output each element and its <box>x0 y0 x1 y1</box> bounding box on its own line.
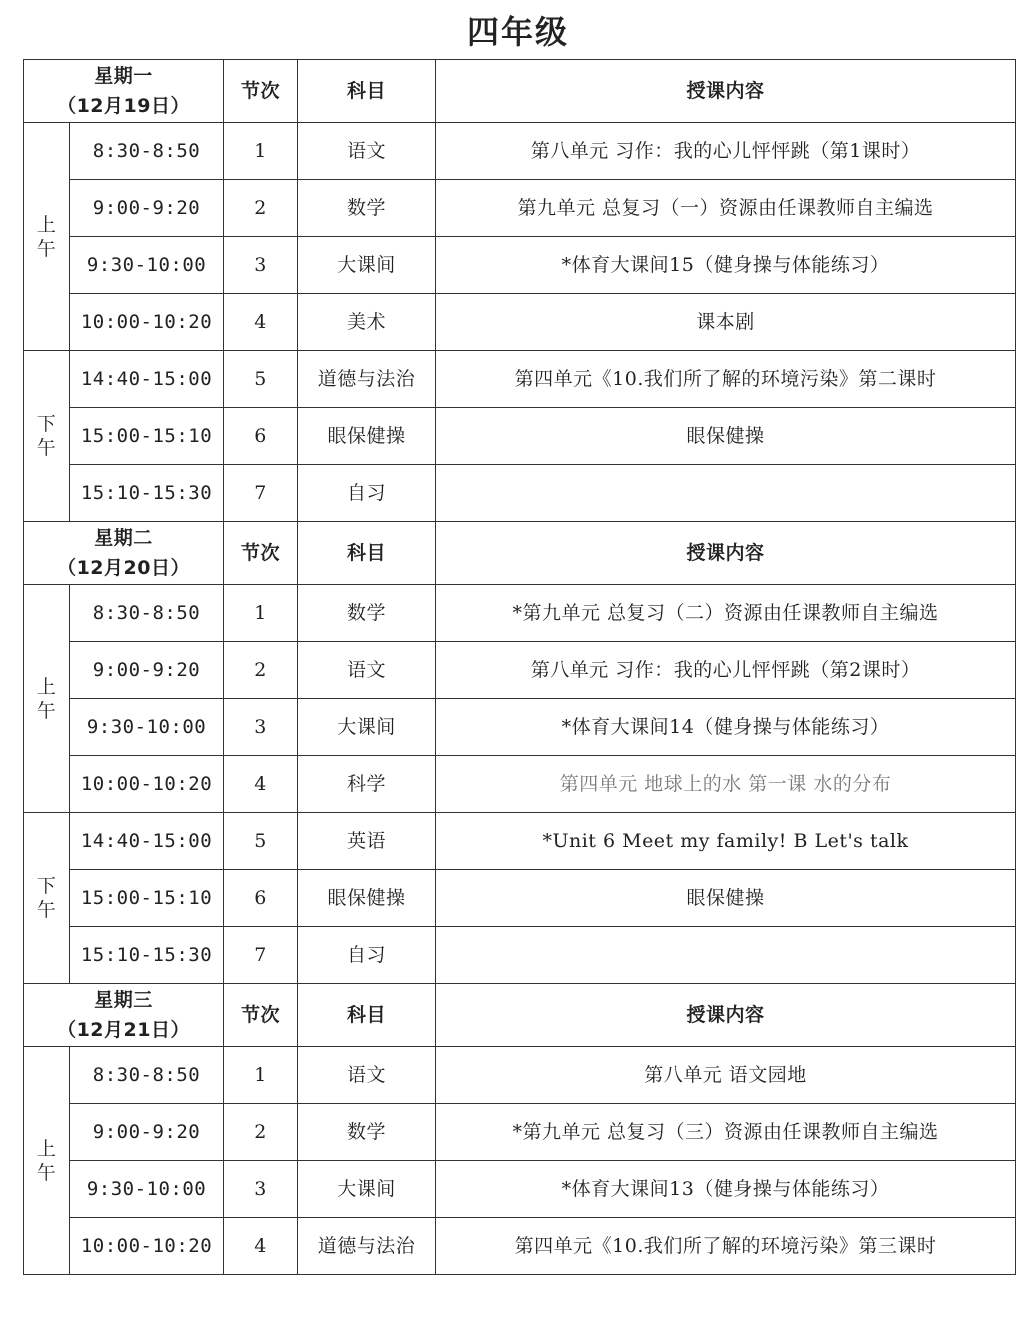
subject-cell: 语文 <box>298 1047 436 1104</box>
content-cell: 第八单元 语文园地 <box>436 1047 1016 1104</box>
day-cell <box>24 60 224 123</box>
subject-cell: 大课间 <box>298 699 436 756</box>
table-row <box>24 1047 1016 1104</box>
time-cell: 15:10-15:30 <box>70 465 224 522</box>
schedule-table <box>23 59 1016 1275</box>
time-cell: 10:00-10:20 <box>70 294 224 351</box>
period-char: 午 <box>36 237 57 260</box>
content-cell: 眼保健操 <box>436 408 1016 465</box>
subject-cell: 自习 <box>298 927 436 984</box>
date-label: （12月20日） <box>57 557 190 579</box>
table-row <box>24 927 1016 984</box>
subject-cell: 数学 <box>298 585 436 642</box>
subject-cell: 英语 <box>298 813 436 870</box>
table-row <box>24 642 1016 699</box>
table-row <box>24 756 1016 813</box>
time-cell: 15:00-15:10 <box>70 408 224 465</box>
time-cell: 10:00-10:20 <box>70 1218 224 1275</box>
time-cell: 8:30-8:50 <box>70 1047 224 1104</box>
subject-cell: 自习 <box>298 465 436 522</box>
content-cell: *第九单元 总复习（二）资源由任课教师自主编选 <box>436 585 1016 642</box>
lesson-header: 节次 <box>224 60 298 123</box>
date-label: （12月21日） <box>57 1019 190 1041</box>
day-header-row <box>24 984 1016 1047</box>
subject-cell: 道德与法治 <box>298 351 436 408</box>
lesson-number-cell: 2 <box>224 642 298 699</box>
day-header-row <box>24 60 1016 123</box>
lesson-number-cell: 1 <box>224 1047 298 1104</box>
time-cell: 9:30-10:00 <box>70 1161 224 1218</box>
lesson-number-cell: 4 <box>224 294 298 351</box>
content-cell: *第九单元 总复习（三）资源由任课教师自主编选 <box>436 1104 1016 1161</box>
period-char: 午 <box>36 899 57 921</box>
content-cell <box>436 465 1016 522</box>
lesson-number-cell: 1 <box>224 585 298 642</box>
page-title: 四年级 <box>466 13 569 51</box>
subject-cell: 道德与法治 <box>298 1218 436 1275</box>
table-row <box>24 870 1016 927</box>
table-row <box>24 237 1016 294</box>
lesson-number-cell: 3 <box>224 699 298 756</box>
period-label <box>24 813 70 984</box>
subject-cell: 语文 <box>298 123 436 180</box>
table-row <box>24 123 1016 180</box>
content-header: 授课内容 <box>436 522 1016 585</box>
content-header: 授课内容 <box>436 984 1016 1047</box>
subject-header: 科目 <box>298 522 436 585</box>
subject-header: 科目 <box>298 984 436 1047</box>
period-char: 下 <box>36 413 57 435</box>
lesson-number-cell: 2 <box>224 1104 298 1161</box>
lesson-number-cell: 2 <box>224 180 298 237</box>
table-row <box>24 465 1016 522</box>
time-cell: 15:10-15:30 <box>70 927 224 984</box>
subject-cell: 数学 <box>298 180 436 237</box>
lesson-number-cell: 4 <box>224 1218 298 1275</box>
subject-cell: 大课间 <box>298 237 436 294</box>
table-row <box>24 294 1016 351</box>
lesson-number-cell: 1 <box>224 123 298 180</box>
time-cell: 9:00-9:20 <box>70 180 224 237</box>
day-cell <box>24 984 224 1047</box>
time-cell: 10:00-10:20 <box>70 756 224 813</box>
content-cell: 第八单元 习作：我的心儿怦怦跳（第2课时） <box>436 642 1016 699</box>
lesson-number-cell: 6 <box>224 870 298 927</box>
weekday-label: 星期二 <box>94 527 153 549</box>
subject-cell: 眼保健操 <box>298 870 436 927</box>
content-cell: 第四单元《10.我们所了解的环境污染》第二课时 <box>436 351 1016 408</box>
table-row <box>24 180 1016 237</box>
table-row <box>24 699 1016 756</box>
period-char: 上 <box>36 1137 57 1160</box>
lesson-number-cell: 7 <box>224 927 298 984</box>
lesson-number-cell: 4 <box>224 756 298 813</box>
table-row <box>24 351 1016 408</box>
content-cell: 第九单元 总复习（一）资源由任课教师自主编选 <box>436 180 1016 237</box>
lesson-number-cell: 6 <box>224 408 298 465</box>
table-row <box>24 585 1016 642</box>
time-cell: 15:00-15:10 <box>70 870 224 927</box>
content-cell: 第四单元 地球上的水 第一课 水的分布 <box>436 756 1016 813</box>
time-cell: 14:40-15:00 <box>70 351 224 408</box>
content-cell <box>436 927 1016 984</box>
time-cell: 9:00-9:20 <box>70 1104 224 1161</box>
time-cell: 9:30-10:00 <box>70 237 224 294</box>
content-cell: *体育大课间14（健身操与体能练习） <box>436 699 1016 756</box>
lesson-header: 节次 <box>224 522 298 585</box>
period-char: 午 <box>36 699 57 722</box>
content-header: 授课内容 <box>436 60 1016 123</box>
table-row <box>24 1218 1016 1275</box>
content-cell: 第四单元《10.我们所了解的环境污染》第三课时 <box>436 1218 1016 1275</box>
lesson-number-cell: 3 <box>224 237 298 294</box>
subject-cell: 美术 <box>298 294 436 351</box>
schedule-body <box>24 60 1016 1275</box>
lesson-number-cell: 3 <box>224 1161 298 1218</box>
period-char: 下 <box>36 875 57 897</box>
date-label: （12月19日） <box>57 95 190 117</box>
period-label <box>24 123 70 351</box>
content-cell: 课本剧 <box>436 294 1016 351</box>
subject-header: 科目 <box>298 60 436 123</box>
lesson-number-cell: 5 <box>224 813 298 870</box>
period-char: 上 <box>36 675 57 698</box>
lesson-number-cell: 5 <box>224 351 298 408</box>
period-label <box>24 585 70 813</box>
time-cell: 8:30-8:50 <box>70 585 224 642</box>
subject-cell: 数学 <box>298 1104 436 1161</box>
time-cell: 9:30-10:00 <box>70 699 224 756</box>
lesson-number-cell: 7 <box>224 465 298 522</box>
time-cell: 9:00-9:20 <box>70 642 224 699</box>
time-cell: 14:40-15:00 <box>70 813 224 870</box>
table-row <box>24 1161 1016 1218</box>
subject-cell: 科学 <box>298 756 436 813</box>
content-cell: *Unit 6 Meet my family! B Let's talk <box>436 813 1016 870</box>
subject-cell: 大课间 <box>298 1161 436 1218</box>
lesson-header: 节次 <box>224 984 298 1047</box>
content-cell: 第八单元 习作：我的心儿怦怦跳（第1课时） <box>436 123 1016 180</box>
content-cell: *体育大课间13（健身操与体能练习） <box>436 1161 1016 1218</box>
day-cell <box>24 522 224 585</box>
period-char: 午 <box>36 437 57 459</box>
subject-cell: 眼保健操 <box>298 408 436 465</box>
period-label <box>24 351 70 522</box>
period-char: 上 <box>36 213 57 236</box>
table-row <box>24 1104 1016 1161</box>
table-row <box>24 813 1016 870</box>
period-label <box>24 1047 70 1275</box>
table-row <box>24 408 1016 465</box>
content-cell: 眼保健操 <box>436 870 1016 927</box>
time-cell: 8:30-8:50 <box>70 123 224 180</box>
content-cell: *体育大课间15（健身操与体能练习） <box>436 237 1016 294</box>
period-char: 午 <box>36 1161 57 1184</box>
subject-cell: 语文 <box>298 642 436 699</box>
weekday-label: 星期三 <box>94 989 153 1011</box>
weekday-label: 星期一 <box>94 65 153 87</box>
day-header-row <box>24 522 1016 585</box>
